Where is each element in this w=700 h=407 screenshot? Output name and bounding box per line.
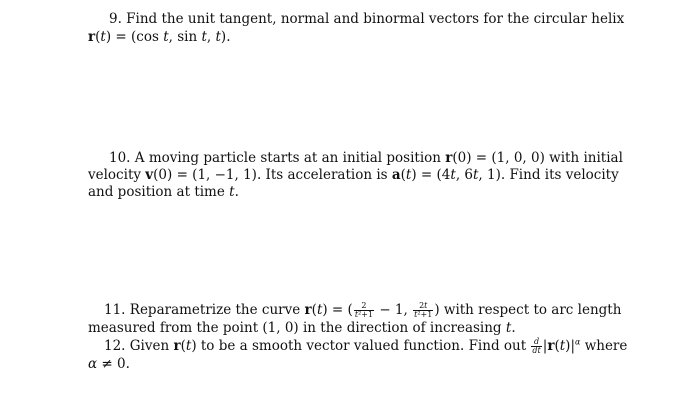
- problem-9-line-2: r(t) = (cos t, sin t, t).: [88, 29, 231, 45]
- problem-10-line-1: 10. A moving particle starts at an initial position r(0) = (1, 0, 0) with initial: [109, 150, 623, 166]
- problem-12-line-2: α ≠ 0.: [88, 356, 130, 372]
- problem-10-line-3: and position at time t.: [88, 184, 239, 200]
- fraction: $\frac{2t}{\text{t²+1}}$: [414, 301, 433, 319]
- fraction: $\frac{2}{\text{t²+1}}$: [354, 301, 374, 319]
- problem-11-line-2: measured from the point (1, 0) in the direction of increasing t.: [88, 320, 516, 336]
- problem-10-number: 10.: [109, 150, 131, 166]
- problem-9-line-1: 9. Find the unit tangent, normal and binormal vectors for the circular helix: [109, 11, 625, 27]
- problem-11-line-1: 11. Reparametrize the curve r(t) = ( $\frac{2}{\text{t²+1}}$ − 1, $\frac{2t}{\text{t²+1}}$ ) with respect to arc length: [104, 301, 622, 319]
- problem-10-line-2: velocity v(0) = (1, −1, 1). Its acceleration is a(t) = (4t, 6t, 1). Find its velocity: [88, 167, 619, 183]
- derivative-fraction: $\frac{d}{dt}$: [532, 337, 541, 355]
- problem-12-line-1: 12. Given r(t) to be a smooth vector valued function. Find out $\frac{d}{dt}$ $|r(t)|^\alpha$ where: [104, 337, 628, 355]
- problem-11-number: 11.: [104, 302, 126, 318]
- problem-12-number: 12.: [104, 338, 126, 354]
- problem-9-number: 9.: [109, 11, 122, 27]
